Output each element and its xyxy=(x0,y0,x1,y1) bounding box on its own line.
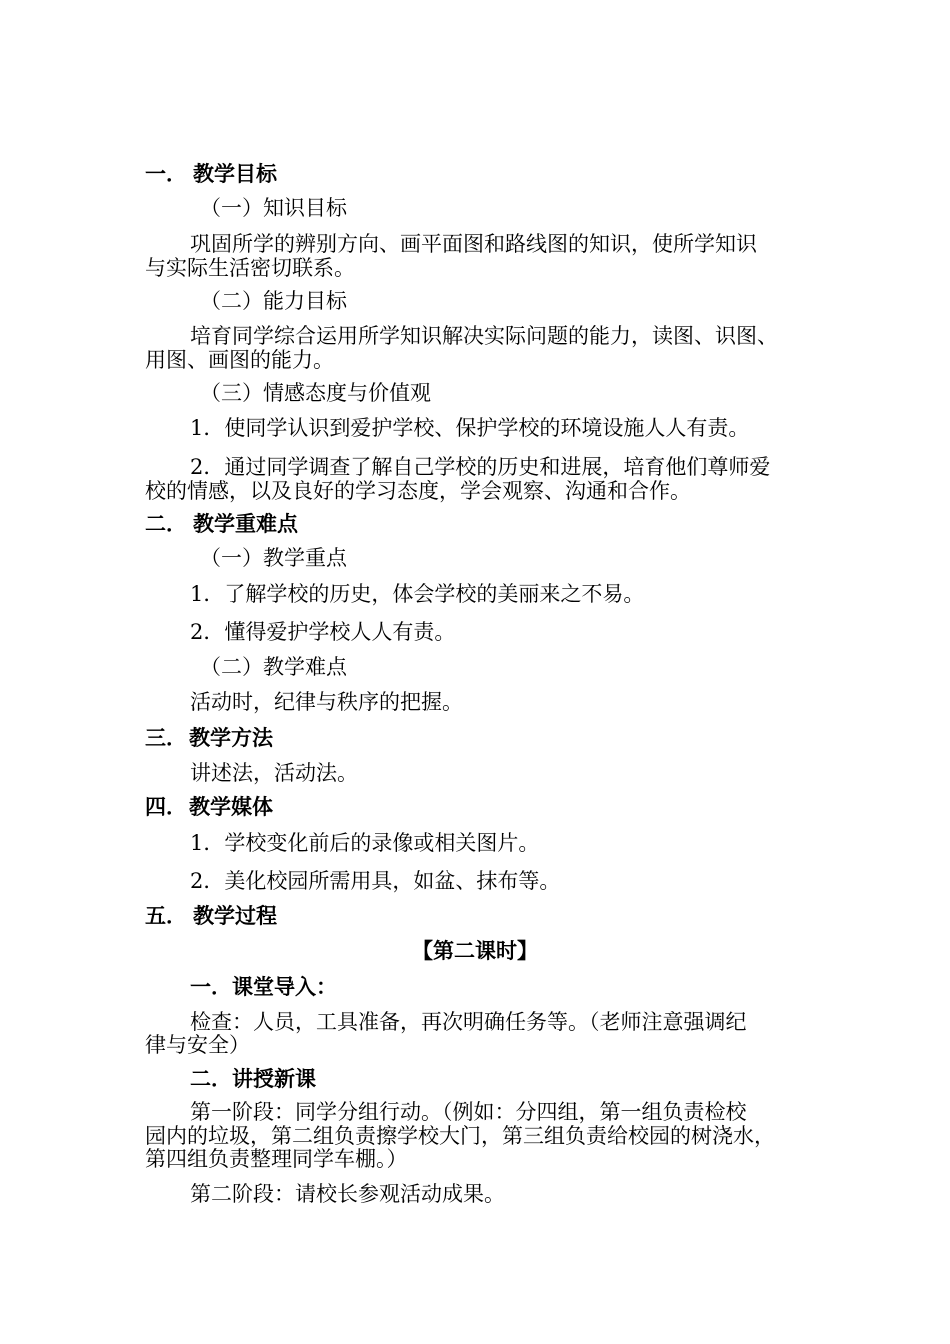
list-item: 2．懂得爱护学校人人有责。 xyxy=(190,620,456,644)
paragraph-line: 讲述法，活动法。 xyxy=(190,761,358,785)
paragraph-line: 与实际生活密切联系。 xyxy=(145,256,355,280)
paragraph-line: 巩固所学的辨别方向、画平面图和路线图的知识，使所学知识 xyxy=(190,232,757,256)
part-heading: 一．课堂导入： xyxy=(190,975,337,999)
section-number: 三． xyxy=(145,726,187,750)
list-item: 1．使同学认识到爱护学校、保护学校的环境设施人人有责。 xyxy=(190,416,750,440)
paragraph-line: 第二阶段：请校长参观活动成果。 xyxy=(190,1182,505,1206)
part-heading: 二．讲授新课 xyxy=(190,1067,316,1091)
lesson-title: 【第二课时】 xyxy=(412,939,538,963)
paragraph-line: 检查：人员，工具准备，再次明确任务等。（老师注意强调纪 xyxy=(190,1010,747,1034)
subheading: （三）情感态度与价值观 xyxy=(200,381,431,405)
paragraph-line: 培育同学综合运用所学知识解决实际问题的能力，读图、识图、 xyxy=(190,324,778,348)
paragraph-line: 活动时，纪律与秩序的把握。 xyxy=(190,690,463,714)
paragraph-line: 用图、画图的能力。 xyxy=(145,348,334,372)
section-heading-3 xyxy=(145,726,825,750)
list-item: 2．通过同学调查了解自己学校的历史和进展，培育他们尊师爱 xyxy=(190,455,771,479)
section-number: 二． xyxy=(145,512,187,536)
list-item: 1．了解学校的历史，体会学校的美丽来之不易。 xyxy=(190,582,645,606)
section-number: 一． xyxy=(145,162,187,186)
section-number: 四． xyxy=(145,795,187,819)
subheading: （二）教学难点 xyxy=(200,655,347,679)
section-heading-1 xyxy=(145,162,825,186)
list-item: 1．学校变化前后的录像或相关图片。 xyxy=(190,831,540,855)
paragraph-line: 第一阶段：同学分组行动。（例如：分四组，第一组负责检校 xyxy=(190,1100,747,1124)
subheading: （一）知识目标 xyxy=(200,196,347,220)
section-heading-4 xyxy=(145,795,825,819)
list-item-continuation: 校的情感，以及良好的学习态度，学会观察、沟通和合作。 xyxy=(145,479,691,503)
list-item: 2．美化校园所需用具，如盆、抹布等。 xyxy=(190,869,561,893)
subheading: （一）教学重点 xyxy=(200,546,347,570)
section-heading-2 xyxy=(145,512,825,536)
paragraph-line: 律与安全） xyxy=(145,1033,250,1057)
section-title: 教学重难点 xyxy=(193,512,298,536)
section-number: 五． xyxy=(145,904,187,928)
paragraph-line: 第四组负责整理同学车棚。） xyxy=(145,1147,408,1171)
section-title: 教学目标 xyxy=(193,162,277,186)
subheading: （二）能力目标 xyxy=(200,289,347,313)
paragraph-line: 园内的垃圾，第二组负责擦学校大门，第三组负责给校园的树浇水， xyxy=(145,1124,775,1148)
section-title: 教学媒体 xyxy=(189,795,273,819)
section-title: 教学过程 xyxy=(193,904,277,928)
section-heading-5 xyxy=(145,904,825,928)
section-title: 教学方法 xyxy=(189,726,273,750)
